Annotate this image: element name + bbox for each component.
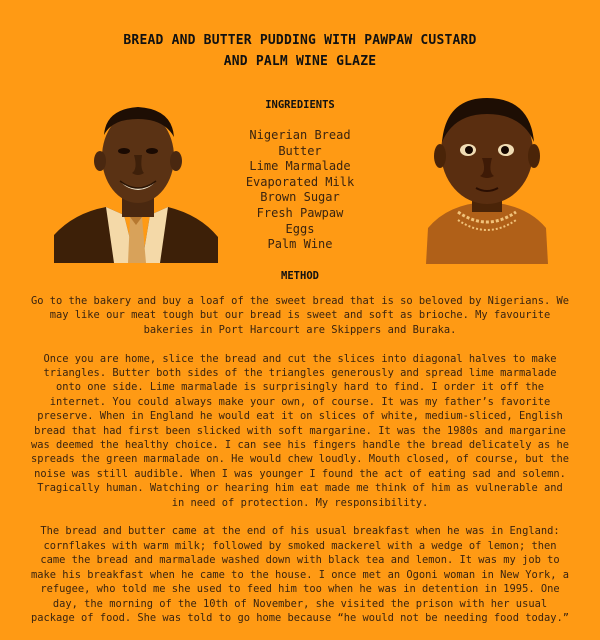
ingredient-item: Eggs — [285, 221, 315, 236]
method-paragraph: The bread and butter came at the end of his usual breakfast when he was in England: cornflakes with warm milk; followed by smoked mackerel with a wedge of lemon; then came the bread and marmalade washed down with black tea and lemon. It was my job to make his breakfast when he came to the house. I once met an Ogoni woman in New York, a refugee, who told me she used to feed him too when he was in detention in 1995. One day, the morning of the 10th of November, she visited the prison with her usual package of food. She was told to go home because “he would not be needing food today.” — [31, 525, 569, 624]
ingredient-item: Palm Wine — [267, 237, 333, 252]
recipe-title-line-1: BREAD AND BUTTER PUDDING WITH PAWPAW CUSTARD — [123, 33, 477, 48]
ingredient-item: Evaporated Milk — [245, 174, 355, 189]
ingredient-list — [0, 128, 600, 253]
method-paragraph: Go to the bakery and buy a loaf of the sweet bread that is so beloved by Nigerians. We may like our meat tough but our bread is sweet and soft as brioche. My favourite bakeries in Port Harcourt are Skippers and Buraka. — [31, 295, 569, 336]
recipe-title-line-2: AND PALM WINE GLAZE — [223, 54, 377, 69]
method-heading: METHOD — [281, 270, 319, 282]
ingredients-heading: INGREDIENTS — [265, 99, 335, 111]
ingredient-item: Nigerian Bread — [249, 128, 351, 142]
method-text — [28, 294, 572, 640]
ingredient-item: Butter — [278, 143, 322, 158]
recipe-title — [0, 30, 600, 72]
ingredient-item: Brown Sugar — [260, 190, 340, 205]
ingredient-item: Lime Marmalade — [249, 159, 351, 174]
method-paragraph: Once you are home, slice the bread and cut the slices into diagonal halves to make triangles. Butter both sides of the triangles generously and spread lime marmalade onto one side. Lime marmalade is surprisingly hard to find. I order it off the internet. You could always make your own, of course. It was my father’s favorite preserve. When in England he would eat it on slices of white, medium-sliced, English bread that had first been slicked with soft margarine. It was the 1980s and margarine was deemed the healthy choice. I can see his fingers handle the bread delicately as he spreads the green marmalade on. He would chew loudly. Mouth closed, of course, but the noise was still audible. When I was younger I found the act of eating sad and solemn. Tragically human. Watching or hearing him eat made me think of him as vulnerable and in need of protection. My responsibility. — [31, 352, 569, 509]
ingredient-item: Fresh Pawpaw — [256, 205, 344, 220]
